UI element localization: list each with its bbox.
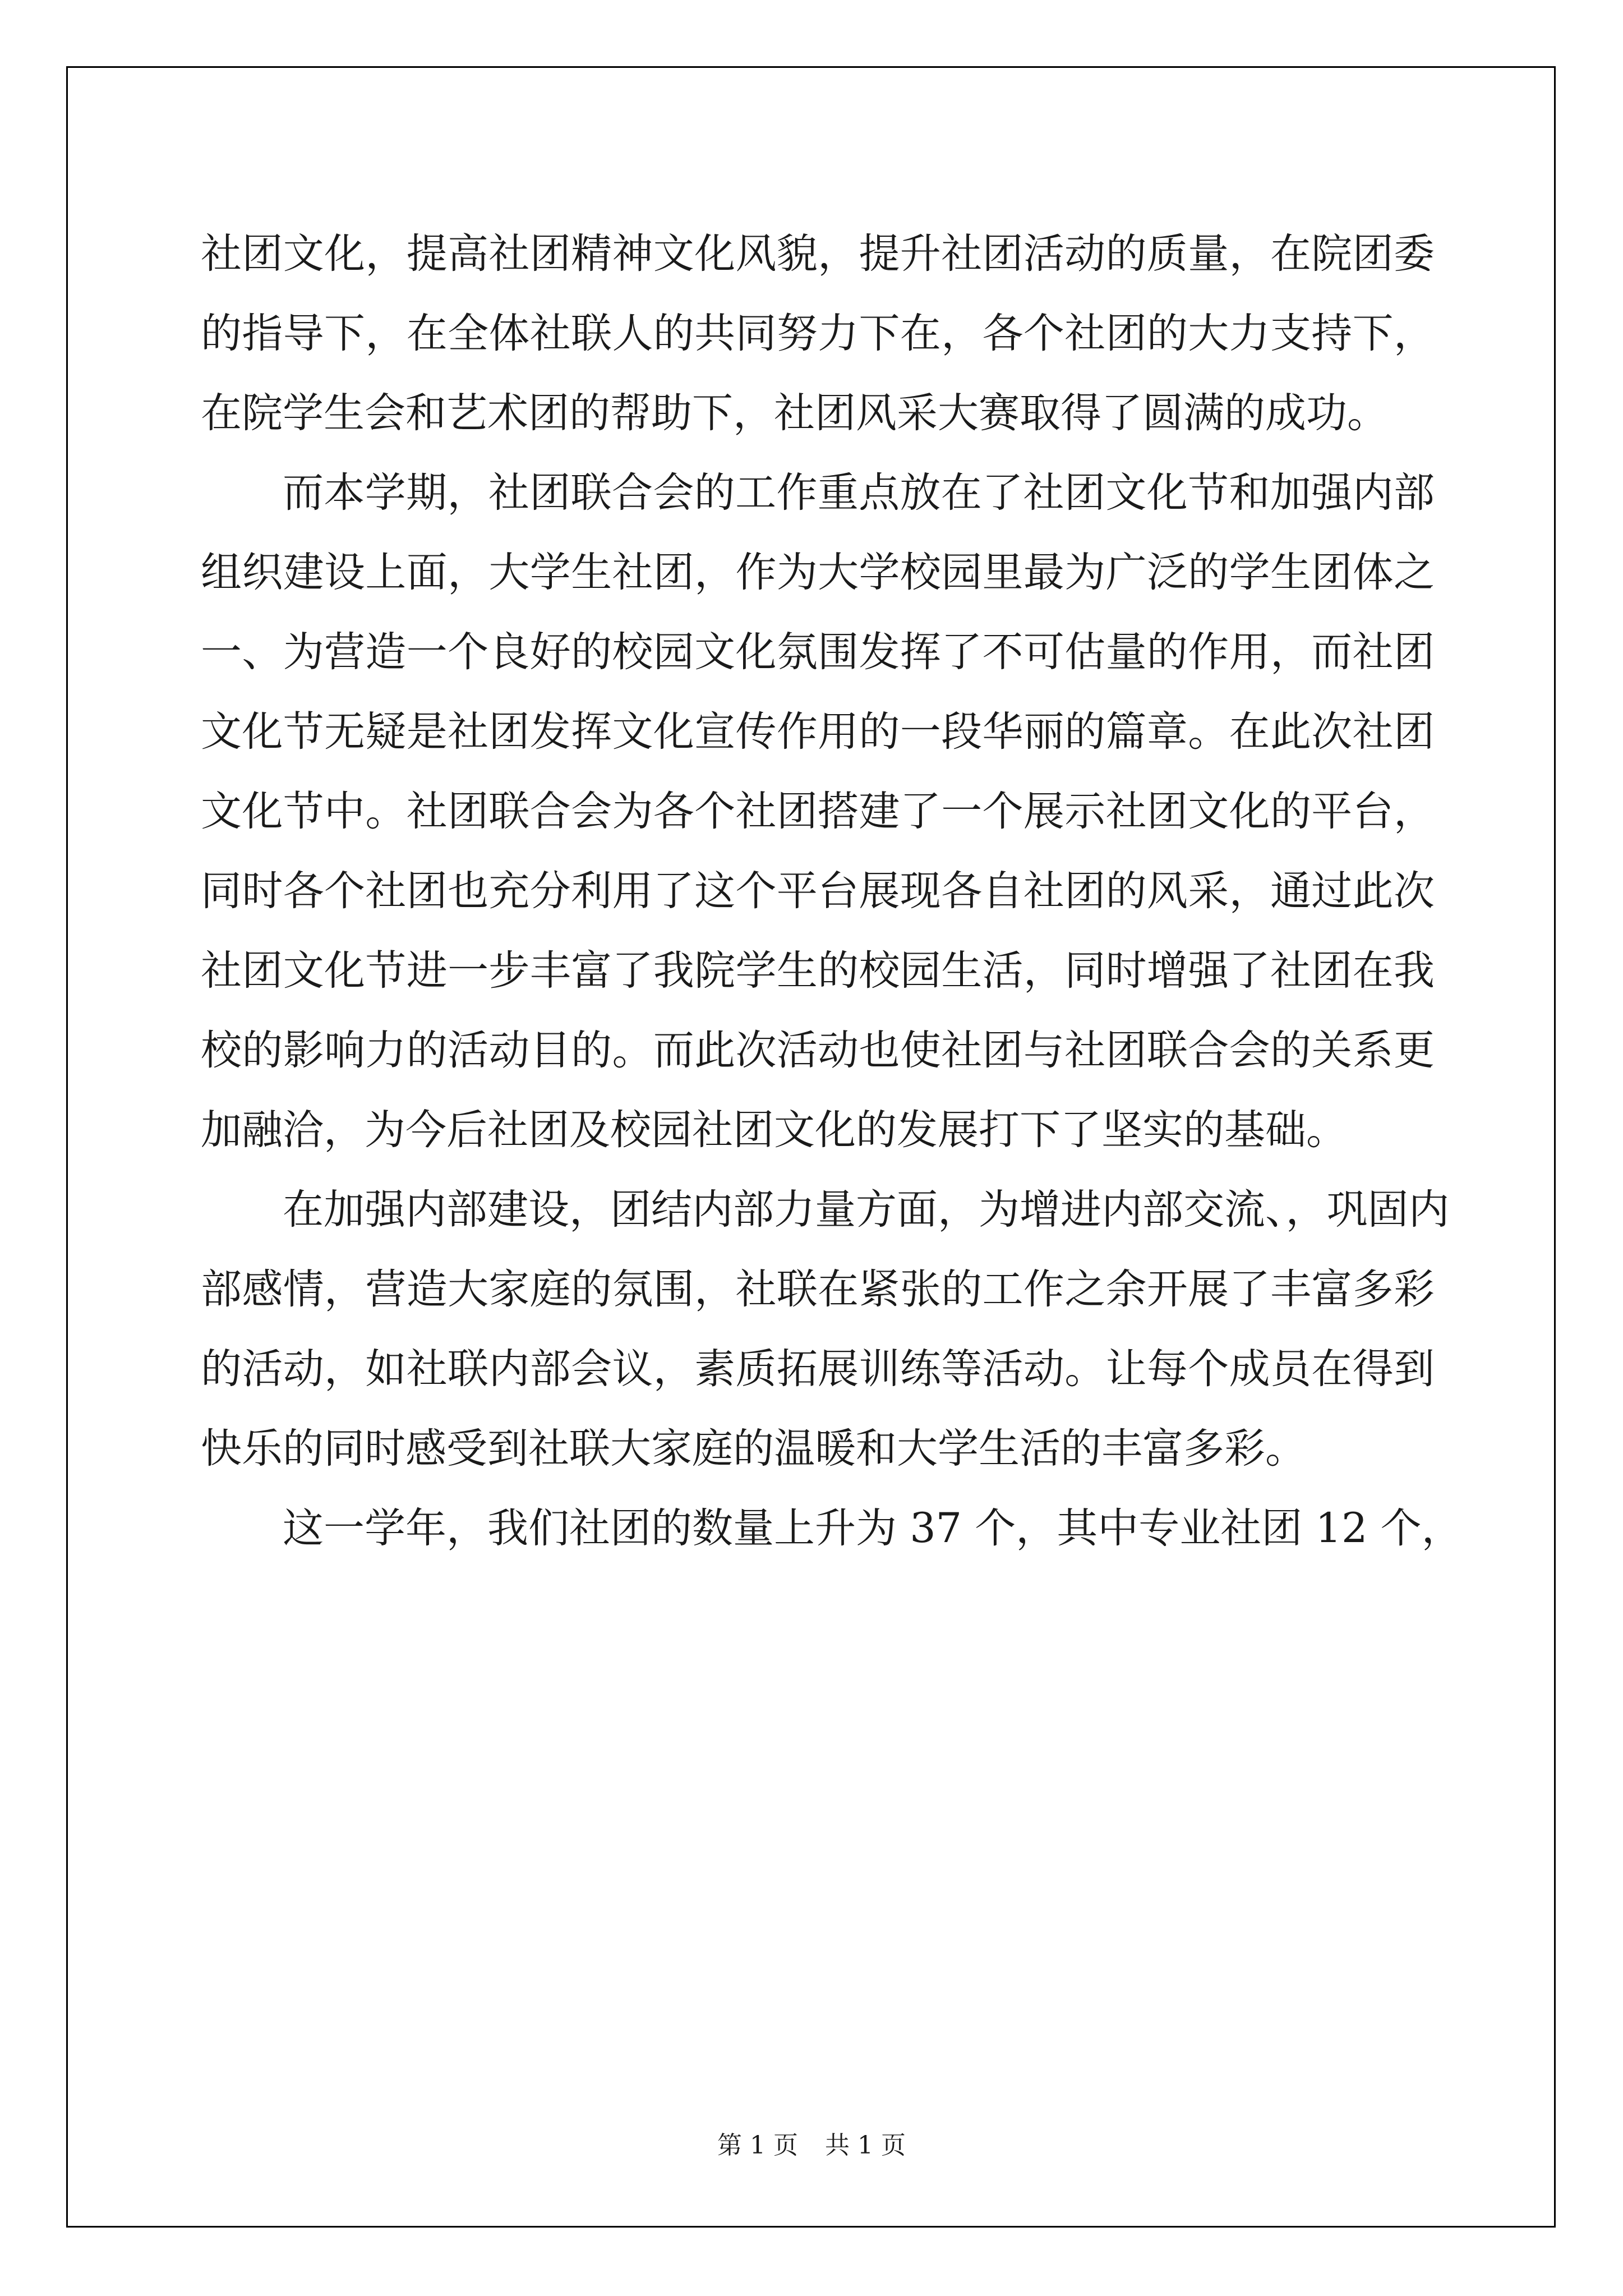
page-total: 共 1 页 — [825, 2131, 906, 2160]
text-line: 同时各个社团也充分利用了这个平台展现各自社团的风采，通过此次 — [201, 867, 1435, 915]
page-footer — [0, 2125, 1623, 2161]
text-line: 社团文化，提高社团精神文化风貌，提升社团活动的质量，在院团委 — [201, 230, 1435, 278]
text-line: 的活动，如社联内部会议，素质拓展训练等活动。让每个成员在得到 — [201, 1345, 1435, 1393]
text-line: 部感情，营造大家庭的氛围，社联在紧张的工作之余开展了丰富多彩 — [201, 1266, 1435, 1313]
text-line: 文化节中。社团联合会为各个社团搭建了一个展示社团文化的平台， — [201, 788, 1435, 835]
text-line: 社团文化节进一步丰富了我院学生的校园生活，同时增强了社团在我 — [201, 947, 1435, 995]
text-line: 校的影响力的活动目的。而此次活动也使社团与社团联合会的关系更 — [201, 1027, 1435, 1074]
text-line: 一、为营造一个良好的校园文化氛围发挥了不可估量的作用，而社团 — [201, 628, 1435, 676]
text-line: 在院学生会和艺术团的帮助下，社团风采大赛取得了圆满的成功。 — [201, 389, 1388, 437]
text-line: 加融洽，为今后社团及校园社团文化的发展打下了坚实的基础。 — [201, 1106, 1347, 1154]
text-line: 文化节无疑是社团发挥文化宣传作用的一段华丽的篇章。在此次社团 — [201, 708, 1435, 756]
text-line: 这一学年，我们社团的数量上升为 37 个，其中专业社团 12 个， — [283, 1504, 1463, 1552]
page-number: 第 1 页 — [717, 2131, 798, 2160]
document-body — [201, 214, 1463, 1568]
text-line: 而本学期，社团联合会的工作重点放在了社团文化节和加强内部 — [283, 469, 1435, 517]
text-line: 快乐的同时感受到社联大家庭的温暖和大学生活的丰富多彩。 — [201, 1425, 1306, 1473]
text-line: 在加强内部建设，团结内部力量方面，为增进内部交流、，巩固内 — [283, 1186, 1450, 1234]
text-line: 的指导下，在全体社联人的共同努力下在，各个社团的大力支持下， — [201, 310, 1435, 357]
text-line: 组织建设上面，大学生社团，作为大学校园里最为广泛的学生团体之 — [201, 549, 1435, 596]
